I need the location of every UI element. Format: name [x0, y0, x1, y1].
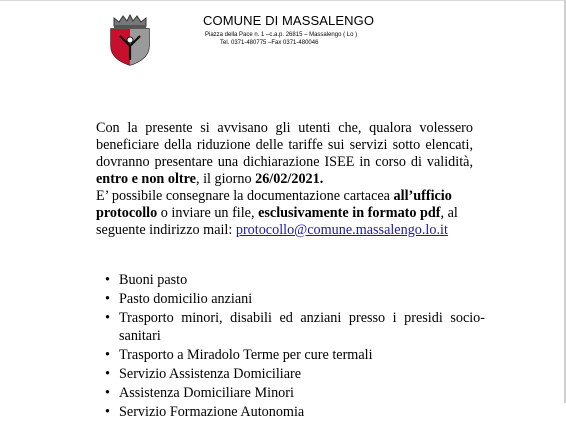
- service-label: Servizio Formazione Autonomia: [119, 403, 305, 420]
- notice-text: o inviare un file,: [157, 205, 259, 221]
- service-label: • Trasporto minori, disabili ed anziani presso i presidi socio-sanitari: [119, 310, 485, 344]
- email-link[interactable]: protocollo@comune.massalengo.lo.it: [235, 222, 448, 238]
- notice-text: Con la presente si avvisano gli utenti che, qualora volessero beneficiare della riduzione delle tariffe sui servizi sotto elencati, dovranno presentare una dichiarazione ISEE in corso di validità,: [96, 120, 473, 170]
- comune-address: Piazza della Pace n. 1 –c.a.p. 26815 – Massalengo ( Lo ): [205, 32, 358, 38]
- notice-text: E’ possibile consegnare la documentazione cartacea: [96, 188, 394, 204]
- list-item: [105, 385, 485, 403]
- notice-body: [96, 120, 473, 239]
- list-item: [105, 310, 485, 345]
- comune-phone: Tel. 0371-480775 –Fax 0371-480046: [220, 40, 319, 46]
- notice-paragraph-1: [96, 120, 473, 188]
- service-label: Assistenza Domiciliare Minori: [119, 384, 294, 401]
- list-item: [105, 291, 485, 309]
- list-item: [105, 404, 485, 422]
- pdf-emphasis: esclusivamente in formato pdf: [258, 205, 441, 221]
- notice-paragraph-2: [96, 188, 473, 239]
- service-label: Pasto domicilio anziani: [119, 291, 253, 307]
- service-label: Buoni pasto: [119, 272, 188, 288]
- list-item: [105, 272, 485, 290]
- notice-text: , al seguente indirizzo mail:: [96, 205, 458, 238]
- deadline-date: 26/02/2021.: [255, 171, 324, 187]
- comune-title: COMUNE DI MASSALENGO: [203, 13, 375, 28]
- service-label: Trasporto a Miradolo Terme per cure termali: [119, 346, 373, 363]
- list-item: [105, 366, 485, 384]
- deadline-emphasis: entro e non oltre: [96, 171, 196, 187]
- office-emphasis: all’ufficio protocollo: [96, 188, 452, 221]
- list-item: [105, 347, 485, 365]
- service-label: Servizio Assistenza Domiciliare: [119, 365, 302, 382]
- municipal-crest-icon: [106, 14, 154, 66]
- services-list: [105, 272, 485, 423]
- notice-text: , il giorno: [195, 171, 256, 187]
